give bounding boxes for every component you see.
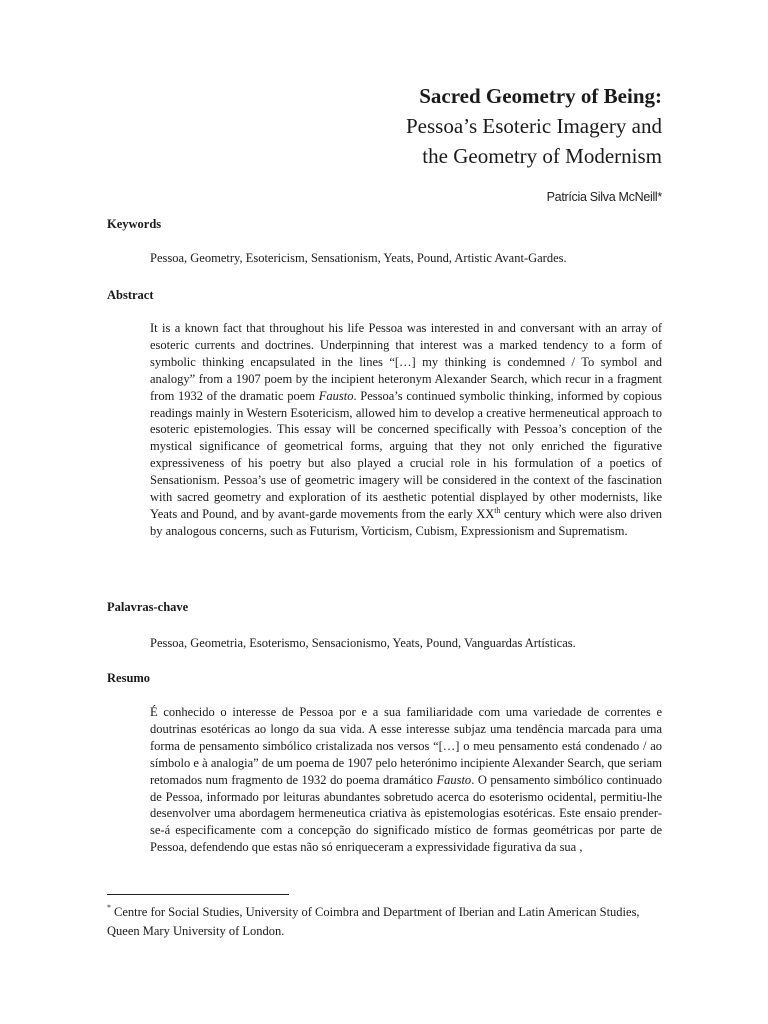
paper-page (107, 0, 662, 1024)
paper-subtitle-line-2: the Geometry of Modernism (422, 144, 662, 168)
abstract-superscript: th (494, 505, 501, 515)
palavras-chave-heading: Palavras-chave (107, 600, 189, 614)
footnote-divider (107, 894, 289, 895)
resumo-heading: Resumo (107, 671, 151, 685)
abstract-italic-title: Fausto (318, 388, 354, 403)
keywords-text: Pessoa, Geometry, Esotericism, Sensationism, Yeats, Pound, Artistic Avant-Gardes. (150, 251, 567, 265)
resumo-text-1: É conhecido o interesse de Pessoa por e a sua familiaridade com uma variedade de correntes e doutrinas esotéricas ao longo da sua vida. A esse interesse subjaz uma tendência marcada para uma forma de pensamento simbólico cristalizada nos versos “[…] o meu pensamento está condenado / ao símbolo e à analogia” de um poema de 1907 pelo heterónimo incipiente Alexander Search, que seriam retomados num fragmento de 1932 do poema dramático (150, 705, 662, 787)
abstract-text-2: . Pessoa’s continued symbolic thinking, informed by copious readings mainly in Western Esotericism, allowed him to develop a creative hermeneutical approach to esoteric epistemologies. This essay will be concerned specifically with Pessoa’s conception of the mystical significance of geometrical forms, arguing that they not only enriched the figurative expressiveness of his poetry but also played a crucial role in his formulation of a poetics of Sensationism. Pessoa’s use of geometric imagery will be considered in the context of the fascination with sacred geometry and exploration of its aesthetic potential displayed by other modernists, like Yeats and Pound, and by avant-garde movements from the early XX (150, 388, 662, 521)
author-footnote-mark: * (657, 190, 662, 204)
keywords-heading: Keywords (107, 217, 162, 231)
abstract-text-3: century which were also driven by analogous concerns, such as Futurism, Vorticism, Cubism, Expressionism and Suprematism. (150, 506, 663, 538)
resumo-body (150, 704, 662, 856)
paper-title: Sacred Geometry of Being: (419, 84, 662, 108)
title-block (107, 82, 662, 171)
resumo-italic-title: Fausto (436, 772, 472, 787)
author-name-text: Patrícia Silva McNeill (546, 190, 658, 204)
footnote (107, 903, 662, 941)
abstract-body (150, 320, 662, 540)
paper-subtitle-line-1: Pessoa’s Esoteric Imagery and (405, 114, 662, 138)
palavras-chave-text: Pessoa, Geometria, Esoterismo, Sensacionismo, Yeats, Pound, Vanguardas Artísticas. (150, 636, 576, 650)
author-name (547, 190, 662, 204)
footnote-text: Centre for Social Studies, University of Coimbra and Department of Iberian and Latin American Studies, Queen Mary University of London. (107, 905, 640, 938)
footnote-mark: * (107, 903, 111, 912)
abstract-text-1: It is a known fact that throughout his life Pessoa was interested in and conversant with an array of esoteric currents and doctrines. Underpinning that interest was a marked tendency to a form of symbolic thinking encapsulated in the lines “[…] my thinking is condemned / To symbol and analogy” from a 1907 poem by the incipient heteronym Alexander Search, which recur in a fragment from 1932 of the dramatic poem (150, 321, 662, 403)
resumo-text-2: . O pensamento simbólico continuado de Pessoa, informado por leituras abundantes sobretudo acerca do esoterismo ocidental, permitiu-lhe desenvolver uma abordagem hermeneutica criativa às epistemologias esotéricas. Este ensaio prender-se-á especificamente com a concepção do significado místico de formas geométricas por parte de Pessoa, defendendo que estas não só enriqueceram a expressividade figurativa da sua , (150, 772, 662, 855)
abstract-heading: Abstract (107, 288, 154, 302)
